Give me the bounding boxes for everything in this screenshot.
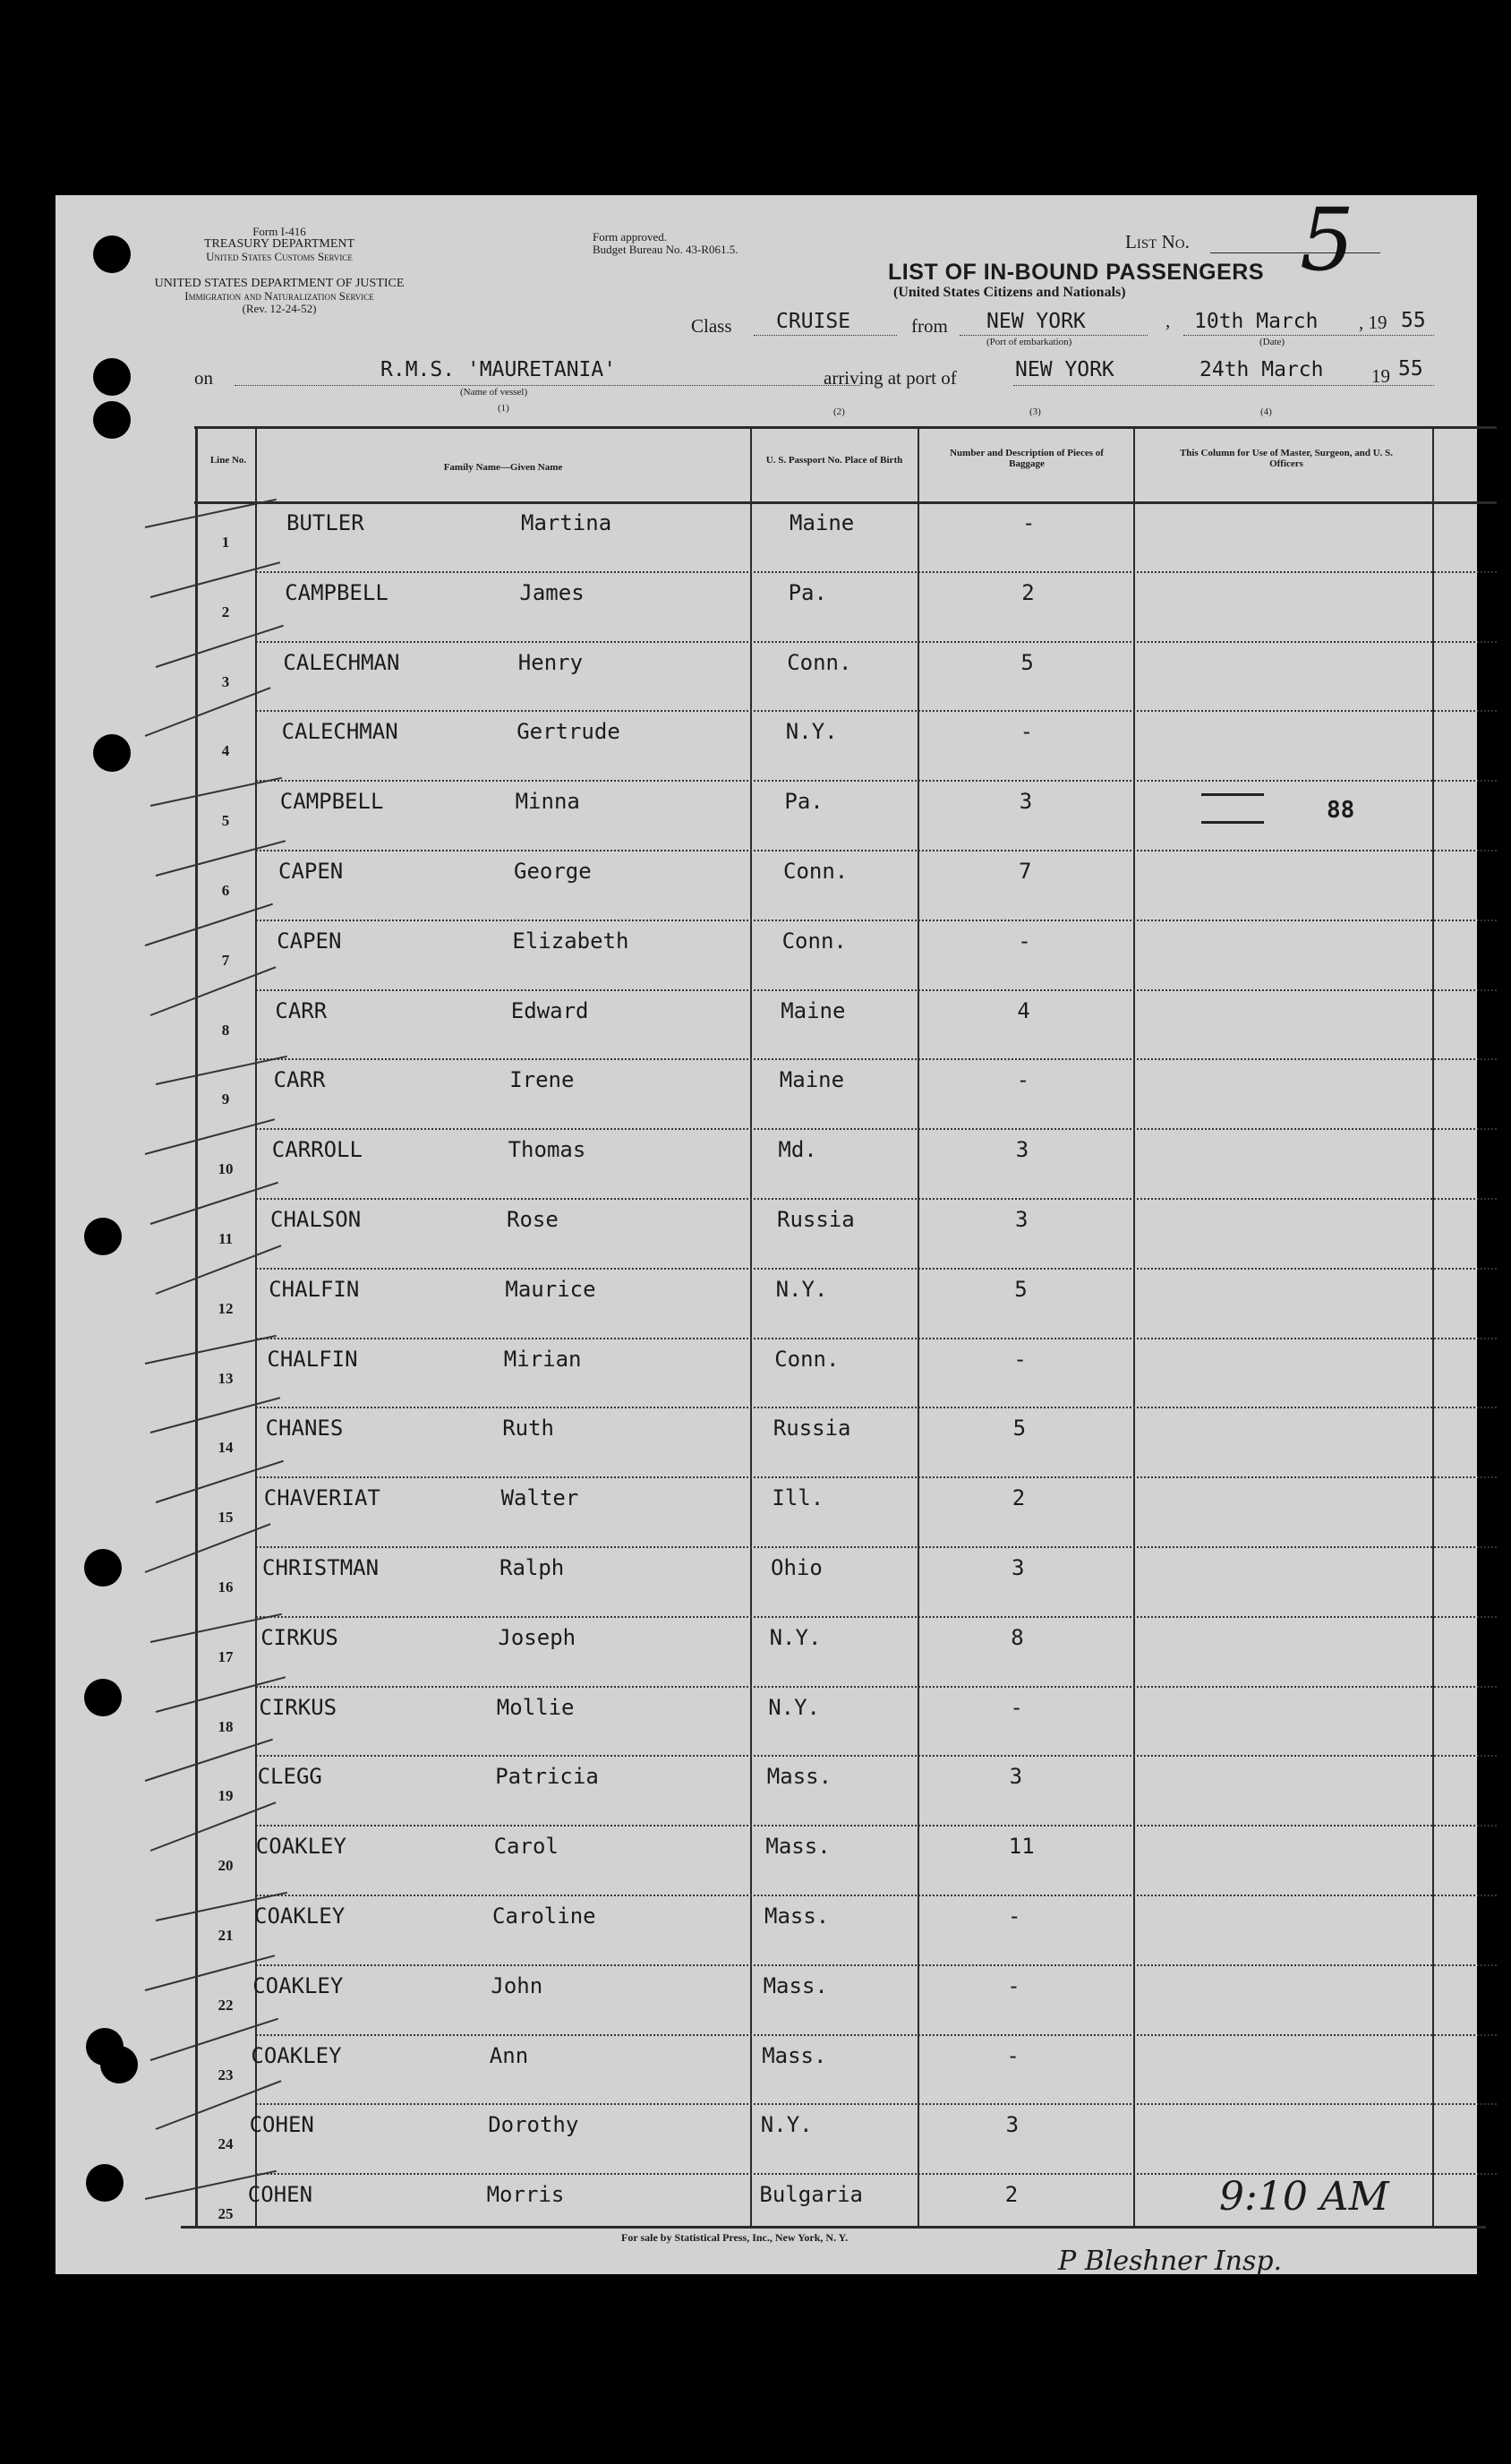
given-name: Mollie (496, 1694, 575, 1720)
given-name: Edward (510, 997, 589, 1023)
baggage-count: 2 (1004, 2182, 1019, 2208)
check-mark (145, 1523, 271, 1573)
line-number: 3 (221, 672, 230, 690)
line-number: 10 (218, 1160, 234, 1178)
binder-hole (100, 2046, 138, 2083)
doj-name: UNITED STATES DEPARTMENT OF JUSTICE (154, 277, 405, 290)
date-caption: (Date) (1259, 337, 1285, 347)
family-name: CAMPBELL (285, 579, 388, 605)
line-number: 9 (221, 1091, 230, 1108)
line-number: 2 (221, 603, 230, 620)
binder-hole (86, 2164, 124, 2202)
col-header-baggage: Number and Description of Pieces of Baggage (950, 448, 1104, 469)
family-name: CHANES (265, 1416, 344, 1442)
family-name: CIRKUS (260, 1624, 338, 1650)
place-of-birth: Pa. (784, 789, 824, 815)
given-name: Dorothy (488, 2112, 579, 2138)
family-name: COAKLEY (254, 1904, 346, 1929)
arrival-year-prefix: 19 (1371, 365, 1390, 387)
place-of-birth: N.Y. (785, 719, 838, 745)
baggage-count: 5 (1014, 1276, 1028, 1302)
baggage-count: - (1016, 1067, 1030, 1093)
vessel-rule (235, 385, 861, 386)
baggage-count: 3 (1019, 789, 1033, 815)
row-separator (256, 920, 1497, 921)
place-of-birth: N.Y. (760, 2112, 813, 2138)
line-number: 6 (221, 882, 230, 899)
given-name: Mirian (503, 1346, 582, 1372)
check-mark (150, 1182, 278, 1225)
line-number: 18 (218, 1717, 234, 1735)
check-mark (156, 624, 284, 667)
given-name: Patricia (495, 1764, 599, 1790)
from-label: from (911, 315, 948, 337)
baggage-count: 3 (1015, 1207, 1029, 1232)
binder-hole (93, 358, 131, 396)
place-of-birth: N.Y. (768, 1694, 820, 1720)
line-number: 7 (221, 951, 230, 969)
line-number: 11 (218, 1230, 234, 1247)
list-title: LIST OF IN-BOUND PASSENGERS (888, 260, 1265, 285)
vessel-caption: (Name of vessel) (460, 387, 528, 398)
line-number: 4 (221, 742, 230, 760)
approval-text: Form approved. (593, 230, 668, 244)
row-separator (256, 1825, 1497, 1827)
place-of-birth: Maine (790, 510, 855, 535)
check-mark (150, 966, 277, 1016)
baggage-count: - (1020, 719, 1034, 745)
line-number: 15 (218, 1509, 234, 1527)
col-header-line: Line No. (209, 455, 247, 466)
given-name: Morris (486, 2182, 565, 2208)
row-separator (256, 1686, 1497, 1688)
given-name: Joseph (498, 1624, 576, 1650)
row-separator (256, 1058, 1497, 1060)
row-separator (256, 1895, 1497, 1896)
family-name: CHALFIN (267, 1346, 358, 1372)
given-name: Thomas (508, 1137, 586, 1163)
baggage-count: 2 (1021, 579, 1035, 605)
place-of-birth: Pa. (788, 579, 827, 605)
arrival-day: 24th March (1199, 358, 1324, 381)
place-of-birth: Mass. (765, 1834, 831, 1860)
baggage-count: - (1010, 1694, 1023, 1720)
row-separator (256, 780, 1497, 782)
baggage-count: - (1006, 2042, 1020, 2068)
list-no-label: List No. (1125, 231, 1190, 252)
line-number: 22 (218, 1996, 234, 2014)
check-mark (145, 688, 271, 738)
binder-hole (93, 401, 131, 439)
class-label: Class (691, 315, 732, 337)
doj-block (127, 278, 431, 315)
from-port: NEW YORK (986, 310, 1086, 333)
from-rule (960, 335, 1148, 336)
baggage-count: - (1022, 510, 1036, 535)
col-number-1: (1) (498, 403, 509, 414)
line-number: 12 (218, 1299, 234, 1317)
binder-hole (84, 1218, 122, 1255)
given-name: Ann (489, 2042, 529, 2068)
given-name: George (514, 859, 592, 884)
officer-note-row-5: 88 (1327, 797, 1355, 824)
baggage-count: 4 (1017, 997, 1030, 1023)
given-name: Irene (509, 1067, 575, 1093)
arrival-year: 55 (1398, 357, 1423, 381)
place-of-birth: Maine (781, 997, 846, 1023)
place-of-birth: Russia (777, 1207, 855, 1232)
baggage-count: - (1008, 1904, 1021, 1929)
family-name: COAKLEY (255, 1834, 346, 1860)
binder-hole (84, 1679, 122, 1716)
given-name: Martina (521, 510, 612, 535)
col-number-2: (2) (833, 406, 845, 417)
date-rule (1183, 335, 1434, 336)
given-name: John (491, 1972, 543, 1998)
family-name: CAMPBELL (279, 789, 384, 815)
given-name: Gertrude (516, 719, 620, 745)
col-header-name: Family Name—Given Name (443, 462, 563, 473)
row-separator (256, 1755, 1497, 1757)
baggage-count: 3 (1005, 2112, 1020, 2138)
col-header-officers: This Column for Use of Master, Surgeon, and U. S. Officers (1179, 448, 1394, 469)
family-name: CIRKUS (259, 1694, 337, 1720)
family-name: BUTLER (286, 510, 364, 535)
given-name: James (519, 579, 585, 605)
form-id-block (163, 226, 396, 263)
place-of-birth: Mass. (762, 2042, 827, 2068)
class-value: CRUISE (776, 310, 851, 333)
col-header-passport: U. S. Passport No. Place of Birth (765, 455, 903, 466)
place-of-birth: Conn. (787, 649, 852, 675)
family-name: CHRISTMAN (262, 1555, 380, 1580)
list-no-rule (1210, 252, 1380, 253)
check-mark (156, 1056, 287, 1085)
col-divider-line (255, 426, 257, 2228)
ins-name: Immigration and Naturalization Service (184, 289, 374, 303)
place-of-birth: Mass. (764, 1904, 830, 1929)
family-name: CHALSON (270, 1207, 362, 1232)
family-name: COHEN (247, 2182, 313, 2208)
header-bottom-rule (194, 501, 1497, 504)
place-of-birth: Md. (778, 1137, 817, 1163)
line-number: 14 (218, 1439, 234, 1457)
time-note: 9:10 AM (1219, 2174, 1389, 2220)
line-number: 17 (218, 1647, 234, 1665)
family-name: CARROLL (271, 1137, 363, 1163)
given-name: Rose (507, 1207, 559, 1232)
family-name: CARR (273, 1067, 326, 1093)
col-divider-name (750, 426, 752, 2228)
place-of-birth: Mass. (763, 1972, 828, 1998)
given-name: Minna (515, 789, 580, 815)
arriving-label: arriving at port of (824, 367, 957, 389)
arrival-rule (1013, 385, 1434, 386)
place-of-birth: Bulgaria (759, 2182, 863, 2208)
given-name: Ruth (502, 1416, 554, 1442)
given-name: Ralph (499, 1555, 565, 1580)
row-separator (256, 1964, 1497, 1966)
table-right-rule (1432, 426, 1434, 2228)
row-separator (256, 1616, 1497, 1618)
family-name: CALECHMAN (283, 649, 400, 675)
family-name: COHEN (249, 2112, 314, 2138)
given-name: Maurice (505, 1276, 596, 1302)
line-number: 1 (221, 534, 230, 551)
line-number: 5 (221, 812, 230, 830)
row-separator (256, 1338, 1497, 1339)
baggage-count: 11 (1008, 1834, 1035, 1860)
place-of-birth: N.Y. (775, 1276, 828, 1302)
given-name: Elizabeth (512, 928, 629, 954)
binder-hole (93, 734, 131, 772)
depart-comma: , (1165, 310, 1171, 331)
binder-hole (93, 235, 131, 273)
table-left-rule (195, 426, 198, 2228)
line-number: 21 (218, 1927, 234, 1944)
baggage-count: 3 (1015, 1137, 1029, 1163)
form-number: Form I-416 (252, 225, 306, 238)
family-name: CALECHMAN (281, 719, 398, 745)
place-of-birth: Russia (773, 1416, 851, 1442)
family-name: COAKLEY (251, 2042, 342, 2068)
baggage-count: - (1018, 928, 1031, 954)
row-separator (256, 710, 1497, 712)
row-separator (256, 989, 1497, 991)
from-caption: (Port of embarkation) (986, 337, 1072, 347)
place-of-birth: Maine (779, 1067, 845, 1093)
family-name: COAKLEY (252, 1972, 344, 1998)
line-number: 19 (218, 1787, 234, 1805)
baggage-count: 5 (1020, 649, 1034, 675)
family-name: CAPEN (277, 928, 342, 954)
col-number-4: (4) (1260, 406, 1272, 417)
row-separator (256, 1407, 1497, 1408)
check-mark (156, 1245, 282, 1295)
baggage-count: - (1013, 1346, 1027, 1372)
check-mark (150, 777, 282, 807)
family-name: CHAVERIAT (263, 1485, 380, 1511)
baggage-count: 7 (1019, 859, 1032, 884)
table-top-rule (194, 426, 1497, 429)
place-of-birth: Conn. (774, 1346, 840, 1372)
row-separator (256, 2034, 1497, 2036)
family-name: CLEGG (257, 1764, 322, 1790)
given-name: Caroline (492, 1904, 596, 1929)
row-separator (256, 2103, 1497, 2105)
stamp-mark-row-5 (1201, 793, 1264, 824)
printer-line: For sale by Statistical Press, Inc., New York, N. Y. (621, 2231, 849, 2244)
col-divider-birth (918, 426, 919, 2228)
on-label: on (194, 367, 213, 389)
depart-day: 10th March (1194, 310, 1319, 333)
vessel-name: R.M.S. 'MAURETANIA' (380, 358, 617, 381)
table-bottom-rule (181, 2226, 1486, 2229)
place-of-birth: Ill. (772, 1485, 824, 1511)
given-name: Henry (517, 649, 584, 675)
line-number: 25 (218, 2205, 234, 2223)
depart-year-prefix: , 19 (1359, 312, 1387, 333)
check-mark (145, 903, 273, 945)
baggage-count: 3 (1009, 1764, 1023, 1790)
check-mark (156, 840, 286, 877)
given-name: Carol (493, 1834, 559, 1860)
row-separator (256, 1198, 1497, 1200)
place-of-birth: Mass. (766, 1764, 832, 1790)
line-number: 24 (218, 2135, 234, 2153)
row-separator (256, 850, 1497, 851)
line-number: 8 (221, 1021, 230, 1039)
service-name: United States Customs Service (206, 250, 353, 263)
check-mark (150, 1398, 280, 1434)
row-separator (256, 1546, 1497, 1548)
row-separator (256, 1476, 1497, 1478)
place-of-birth: Conn. (783, 859, 849, 884)
line-number: 16 (218, 1578, 234, 1596)
family-name: CARR (275, 997, 328, 1023)
approval-block (593, 231, 738, 256)
inspector-signature: P Bleshner Insp. (1058, 2246, 1283, 2277)
revision-date: (Rev. 12-24-52) (242, 302, 317, 315)
col-number-3: (3) (1029, 406, 1041, 417)
manifest-page (55, 190, 1477, 2277)
place-of-birth: Ohio (771, 1555, 823, 1580)
row-separator (256, 1268, 1497, 1270)
list-subtitle: (United States Citizens and Nationals) (893, 285, 1126, 300)
line-number: 20 (218, 1857, 234, 1875)
class-rule (754, 335, 897, 336)
department-name: TREASURY DEPARTMENT (203, 237, 355, 251)
family-name: CAPEN (278, 859, 344, 884)
binder-hole (84, 1549, 122, 1587)
place-of-birth: N.Y. (769, 1624, 822, 1650)
baggage-count: 5 (1012, 1416, 1027, 1442)
check-mark (145, 1739, 273, 1782)
row-separator (256, 571, 1497, 573)
check-mark (150, 561, 280, 598)
col-divider-bags (1133, 426, 1135, 2228)
depart-year: 55 (1401, 309, 1426, 332)
place-of-birth: Conn. (781, 928, 847, 954)
baggage-count: 2 (1012, 1485, 1026, 1511)
row-separator (256, 1128, 1497, 1130)
baggage-count: 3 (1012, 1555, 1025, 1580)
baggage-count: 8 (1011, 1624, 1024, 1650)
family-name: CHALFIN (269, 1276, 360, 1302)
arrival-port: NEW YORK (1015, 358, 1114, 381)
line-number: 23 (218, 2066, 234, 2083)
given-name: Walter (500, 1485, 579, 1511)
list-number: 5 (1300, 190, 1355, 290)
line-number: 13 (218, 1369, 234, 1387)
baggage-count: - (1007, 1972, 1020, 1998)
row-separator (256, 641, 1497, 643)
budget-number: Budget Bureau No. 43-R061.5. (593, 243, 738, 256)
